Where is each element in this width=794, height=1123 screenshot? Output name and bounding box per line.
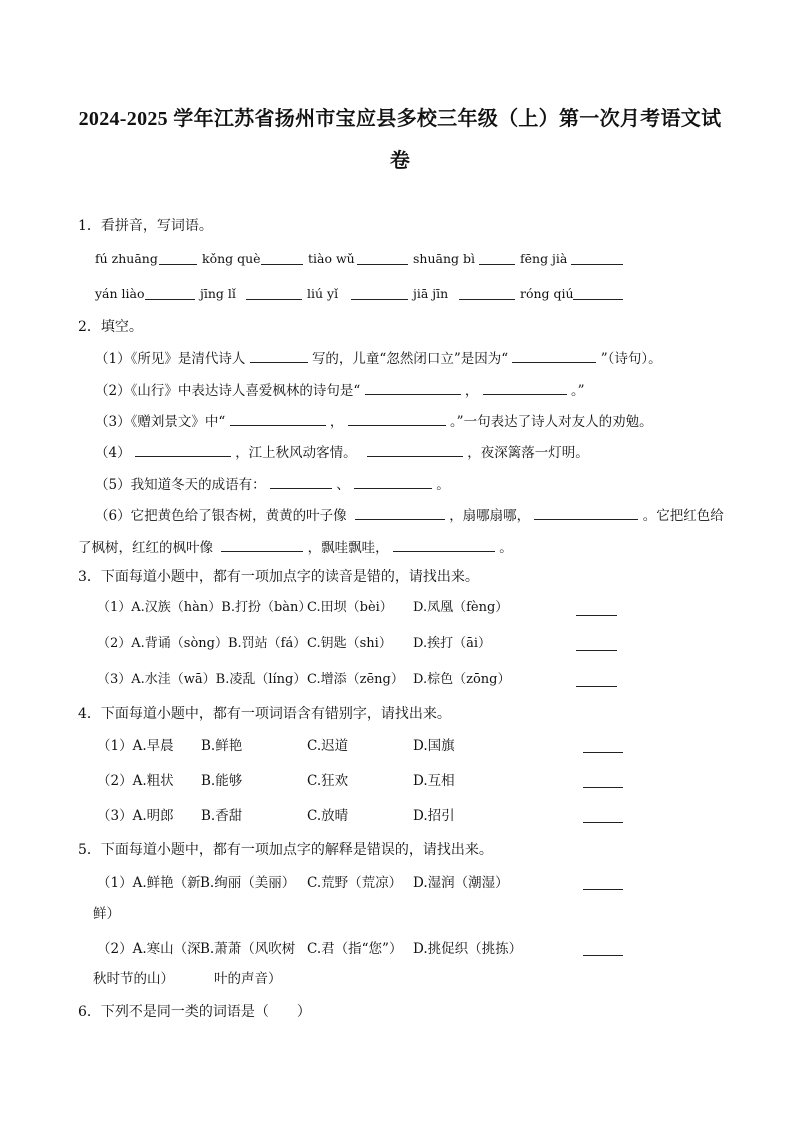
q5-option-d: D.挑促织（挑拣） — [413, 941, 523, 957]
q3-option-c: C.增添（zēng） — [307, 672, 404, 687]
q2-text: 写的，儿童“忽然闭口立”是因为“ — [311, 351, 509, 367]
q4-option-d: D.国旗 — [413, 738, 455, 754]
answer-blank[interactable] — [583, 889, 623, 890]
q2-text: 。它把红色给 — [642, 508, 724, 524]
q2-item-2 — [95, 380, 585, 401]
answer-blank[interactable] — [576, 686, 617, 687]
answer-blank[interactable] — [246, 299, 302, 300]
q4-option-d: D.招引 — [413, 808, 455, 824]
q3-option-c: C.田坝（bèi） — [307, 600, 393, 615]
q2-text: ，夜深篱落一灯明。 — [467, 445, 589, 461]
q2-text: ，扇哪扇哪， — [449, 508, 531, 524]
q2-text: （5）我知道冬天的成语有： — [95, 477, 266, 493]
q4-option-b: B.香甜 — [201, 808, 243, 824]
q2-item-6-cont — [78, 537, 513, 558]
q3-option-c: C.钥匙（shi） — [307, 636, 392, 651]
q2-text: 。 — [436, 477, 450, 493]
answer-blank[interactable] — [355, 505, 445, 520]
q5-option-a-cont: 鲜） — [93, 906, 120, 922]
answer-blank[interactable] — [367, 442, 463, 457]
answer-blank[interactable] — [459, 299, 515, 300]
title-line-2: 卷 — [389, 150, 411, 172]
q4-option-c: C.狂欢 — [307, 773, 349, 789]
q2-text: 。” — [570, 383, 585, 399]
answer-blank[interactable] — [512, 348, 596, 363]
q4-option-a: （1）A.早晨 — [97, 738, 174, 754]
answer-blank[interactable] — [365, 380, 461, 395]
pinyin: jīng lǐ — [200, 286, 236, 301]
q2-text: （3）《赠刘景文》中“ — [95, 414, 226, 430]
pinyin: tiào wǔ — [308, 251, 355, 266]
q5-option-c: C.君（指“您”） — [307, 941, 403, 957]
answer-blank[interactable] — [583, 822, 623, 823]
answer-blank[interactable] — [348, 411, 446, 426]
answer-blank[interactable] — [145, 299, 195, 300]
answer-blank[interactable] — [135, 442, 231, 457]
answer-blank[interactable] — [354, 474, 432, 489]
q3-heading: 3．下面每道小题中，都有一项加点字的读音是错的，请找出来。 — [78, 569, 479, 585]
answer-blank[interactable] — [573, 299, 623, 300]
answer-blank[interactable] — [230, 411, 326, 426]
answer-blank[interactable] — [576, 615, 617, 616]
q3-option-d: D.凤凰（fèng） — [413, 600, 509, 615]
q2-text: 。”一句表达了诗人对友人的劝勉。 — [449, 414, 653, 430]
answer-blank[interactable] — [583, 787, 623, 788]
q4-heading: 4．下面每道小题中，都有一项词语含有错别字，请找出来。 — [78, 706, 451, 722]
q2-text: ，江上秋风动客情。 — [235, 445, 357, 461]
answer-blank[interactable] — [270, 474, 332, 489]
q4-option-b: B.能够 — [201, 773, 243, 789]
answer-blank[interactable] — [159, 264, 197, 265]
q2-item-5 — [95, 474, 450, 495]
exam-title — [70, 98, 730, 182]
q3-option-ab: （2）A.背诵（sòng）B.罚站（fá） — [97, 636, 307, 651]
q2-item-3 — [95, 411, 653, 432]
q4-option-c: C.放晴 — [307, 808, 349, 824]
q6-heading: 6．下列不是同一类的词语是（ ） — [78, 1004, 311, 1020]
q5-option-c: C.荒野（荒凉） — [307, 875, 403, 891]
answer-blank[interactable] — [583, 955, 623, 956]
q4-option-a: （2）A.粗状 — [97, 773, 174, 789]
q5-option-a: （1）A.鲜艳（新 — [97, 875, 201, 891]
pinyin: shuāng bì — [413, 251, 475, 266]
q2-item-4 — [95, 442, 589, 463]
q2-item-1 — [95, 348, 662, 369]
q3-option-ab: （1）A.汉族（hàn）B.打扮（bàn） — [97, 600, 312, 615]
q4-option-b: B.鲜艳 — [201, 738, 243, 754]
answer-blank[interactable] — [576, 650, 617, 651]
answer-blank[interactable] — [534, 505, 638, 520]
answer-blank[interactable] — [483, 380, 567, 395]
q2-item-6 — [95, 505, 724, 526]
answer-blank[interactable] — [479, 264, 515, 265]
q4-option-d: D.互相 — [413, 773, 455, 789]
q2-text: ，飘哇飘哇， — [307, 540, 389, 556]
q5-option-a-cont: 秋时节的山） — [93, 971, 174, 987]
answer-blank[interactable] — [351, 299, 408, 300]
answer-blank[interactable] — [583, 752, 623, 753]
q5-option-a: （2）A.寒山（深 — [97, 941, 201, 957]
q3-option-d: D.挨打（āi） — [413, 636, 492, 651]
pinyin: fēng jià — [520, 251, 568, 266]
q2-text: （6）它把黄色给了银杏树，黄黄的叶子像 — [95, 508, 347, 524]
pinyin: fú zhuāng — [95, 251, 158, 266]
answer-blank[interactable] — [250, 348, 308, 363]
pinyin: liú yǐ — [307, 286, 339, 301]
q5-option-b: B.绚丽（美丽） — [200, 875, 296, 891]
pinyin: kǒng què — [202, 251, 261, 266]
title-line-1: 2024-2025 学年江苏省扬州市宝应县多校三年级（上）第一次月考语文试 — [78, 108, 722, 130]
q5-option-d: D.湿润（潮湿） — [413, 875, 509, 891]
q3-option-d: D.棕色（zōng） — [413, 672, 511, 687]
q4-option-c: C.迟道 — [307, 738, 349, 754]
q4-option-a: （3）A.明郎 — [97, 808, 174, 824]
q2-text: 、 — [336, 477, 350, 493]
q2-text: ， — [464, 383, 479, 399]
q2-text: 了枫树，红红的枫叶像 — [78, 540, 213, 556]
q5-option-b: B.萧萧（风吹树 — [200, 941, 296, 957]
q2-text: ”（诗句）。 — [600, 351, 662, 367]
pinyin: róng qiú — [520, 286, 574, 301]
answer-blank[interactable] — [571, 264, 623, 265]
q2-text: （1）《所见》是清代诗人 — [95, 351, 246, 367]
q2-text: 。 — [499, 540, 513, 556]
pinyin: jiā jīn — [413, 286, 449, 301]
answer-blank[interactable] — [357, 264, 408, 265]
q2-heading: 2．填空。 — [78, 319, 143, 335]
q2-text: ， — [329, 414, 344, 430]
pinyin: yán liào — [95, 286, 145, 301]
q3-option-ab: （3）A.水洼（wā）B.凌乱（líng） — [97, 672, 307, 687]
q2-text: （2）《山行》中表达诗人喜爱枫林的诗句是“ — [95, 383, 361, 399]
q5-heading: 5．下面每道小题中，都有一项加点字的解释是错误的，请找出来。 — [78, 842, 493, 858]
answer-blank[interactable] — [221, 537, 303, 552]
answer-blank[interactable] — [261, 264, 303, 265]
q2-text: （4） — [95, 445, 131, 461]
q5-option-b-cont: 叶的声音） — [214, 971, 282, 987]
q1-heading: 1．看拼音，写词语。 — [78, 218, 213, 234]
answer-blank[interactable] — [393, 537, 495, 552]
